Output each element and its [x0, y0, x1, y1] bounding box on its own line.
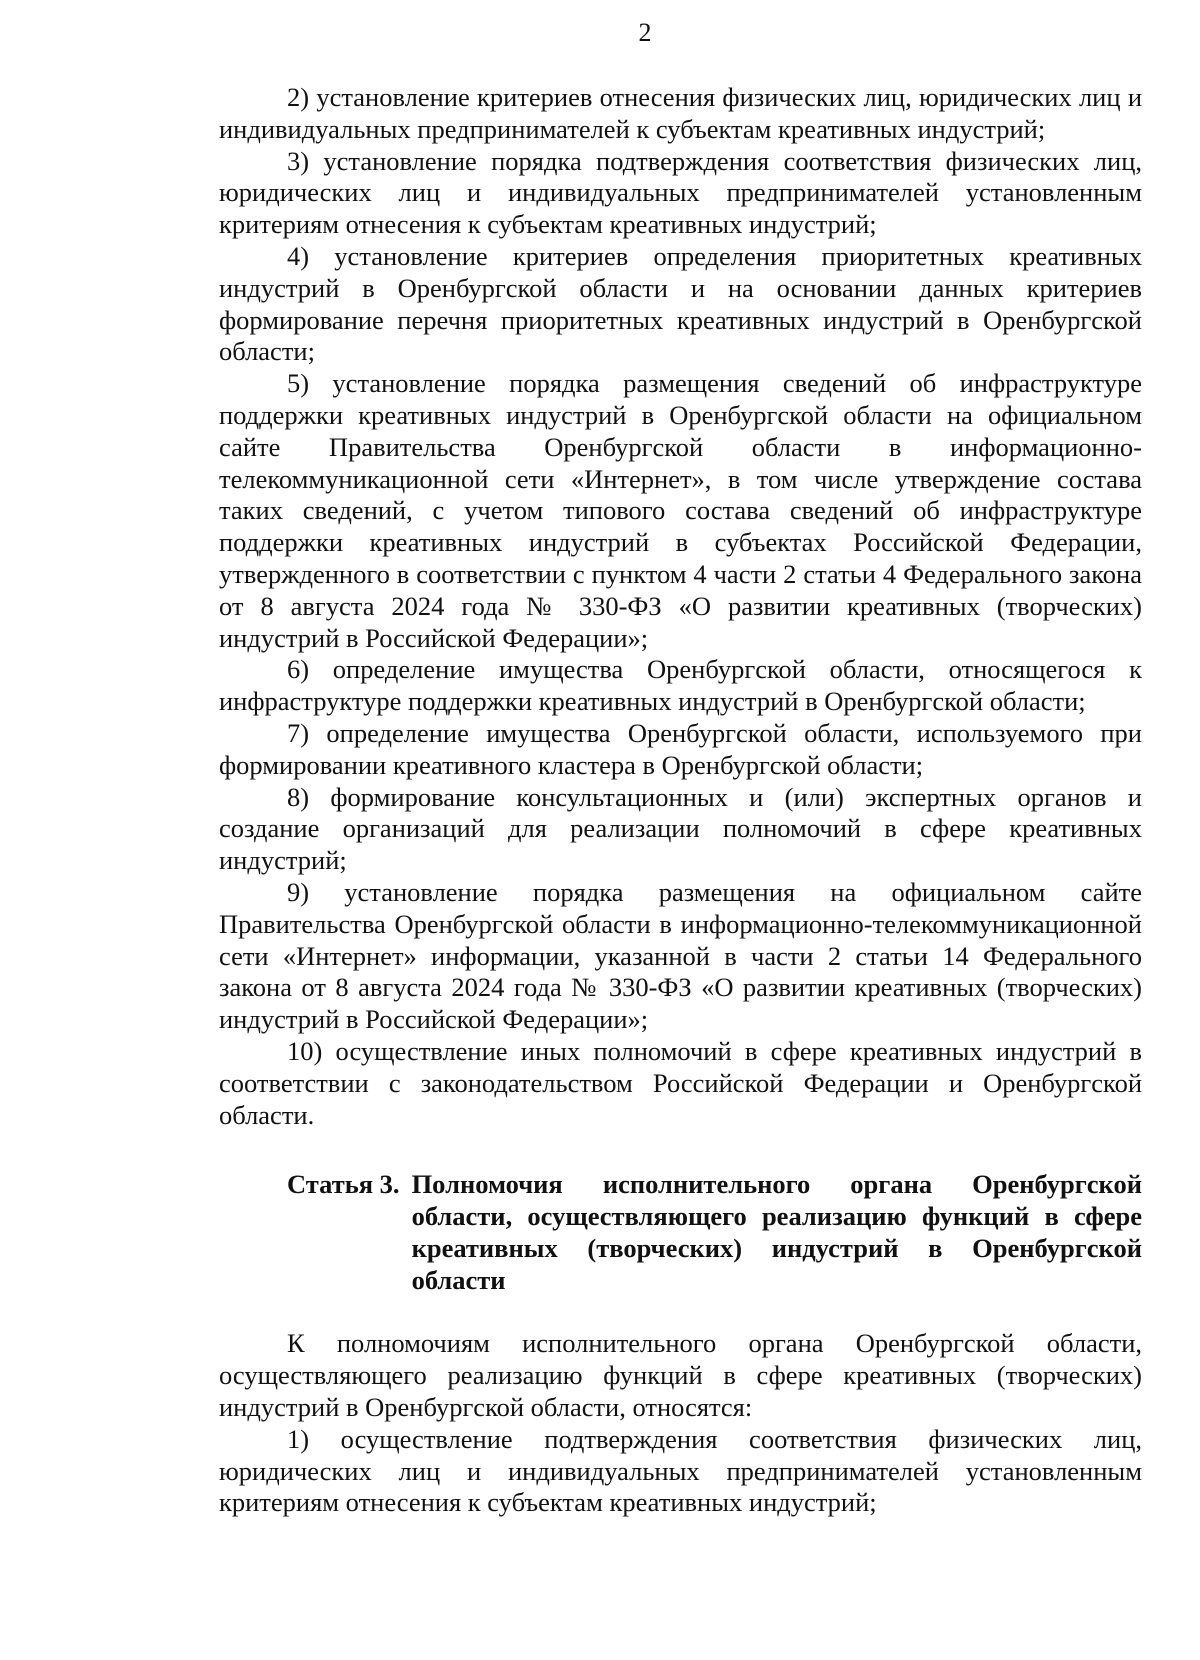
page-number: 2: [638, 18, 652, 47]
list-item: 7) определение имущества Оренбургской области, используемого при формировании креативного кластера в Оренбургской области;: [219, 717, 1142, 780]
list-item: 9) установление порядка размещения на официальном сайте Правительства Оренбургской области в информационно-телекоммуникационной сети «Интернет» информации, указанной в части 2 статьи 14 Федерального закона от 8 августа 2024 года № 330-ФЗ «О развитии креативных (творческих) индустрий в Российской Федерации»;: [219, 876, 1142, 1035]
article-title: Полномочия исполнительного органа Оренбургской области, осуществляющего реализацию функций в сфере креативных (творческих) индустрий в Оренбургской области: [411, 1169, 1142, 1295]
article-label: Статья 3.: [287, 1169, 400, 1200]
section-spacer: [219, 1296, 1142, 1328]
list-item: 3) установление порядка подтверждения соответствия физических лиц, юридических лиц и индивидуальных предпринимателей установленным критериям отнесения к субъектам креативных индустрий;: [219, 145, 1142, 240]
list-item: 1) осуществление подтверждения соответствия физических лиц, юридических лиц и индивидуальных предпринимателей установленным критериям отнесения к субъектам креативных индустрий;: [219, 1423, 1142, 1518]
list-item: 10) осуществление иных полномочий в сфере креативных индустрий в соответствии с законодательством Российской Федерации и Оренбургской области.: [219, 1035, 1142, 1130]
list-item: 6) определение имущества Оренбургской области, относящегося к инфраструктуре поддержки креативных индустрий в Оренбургской области;: [219, 654, 1142, 717]
article-heading: [287, 1169, 1142, 1296]
document-body: [219, 82, 1142, 1519]
list-item: 8) формирование консультационных и (или) экспертных органов и создание организаций для реализации полномочий в сфере креативных индустрий;: [219, 781, 1142, 876]
list-item: 2) установление критериев отнесения физических лиц, юридических лиц и индивидуальных предпринимателей к субъектам креативных индустрий;: [219, 82, 1142, 144]
list-item: 4) установление критериев определения приоритетных креативных индустрий в Оренбургской области и на основании данных критериев формирование перечня приоритетных креативных индустрий в Оренбургской области;: [219, 240, 1142, 367]
list-item: 5) установление порядка размещения сведений об инфраструктуре поддержки креативных индустрий в Оренбургской области на официальном сайте Правительства Оренбургской области в информационно-телекоммуникационной сети «Интернет», в том числе утверждение состава таких сведений, с учетом типового состава сведений об инфраструктуре поддержки креативных индустрий в субъектах Российской Федерации, утвержденного в соответствии с пунктом 4 части 2 статьи 4 Федерального закона от 8 августа 2024 года № 330-ФЗ «О развитии креативных (творческих) индустрий в Российской Федерации»;: [219, 368, 1142, 653]
intro-paragraph: К полномочиям исполнительного органа Оренбургской области, осуществляющего реализацию функций в сфере креативных (творческих) индустрий в Оренбургской области, относятся:: [219, 1328, 1142, 1423]
